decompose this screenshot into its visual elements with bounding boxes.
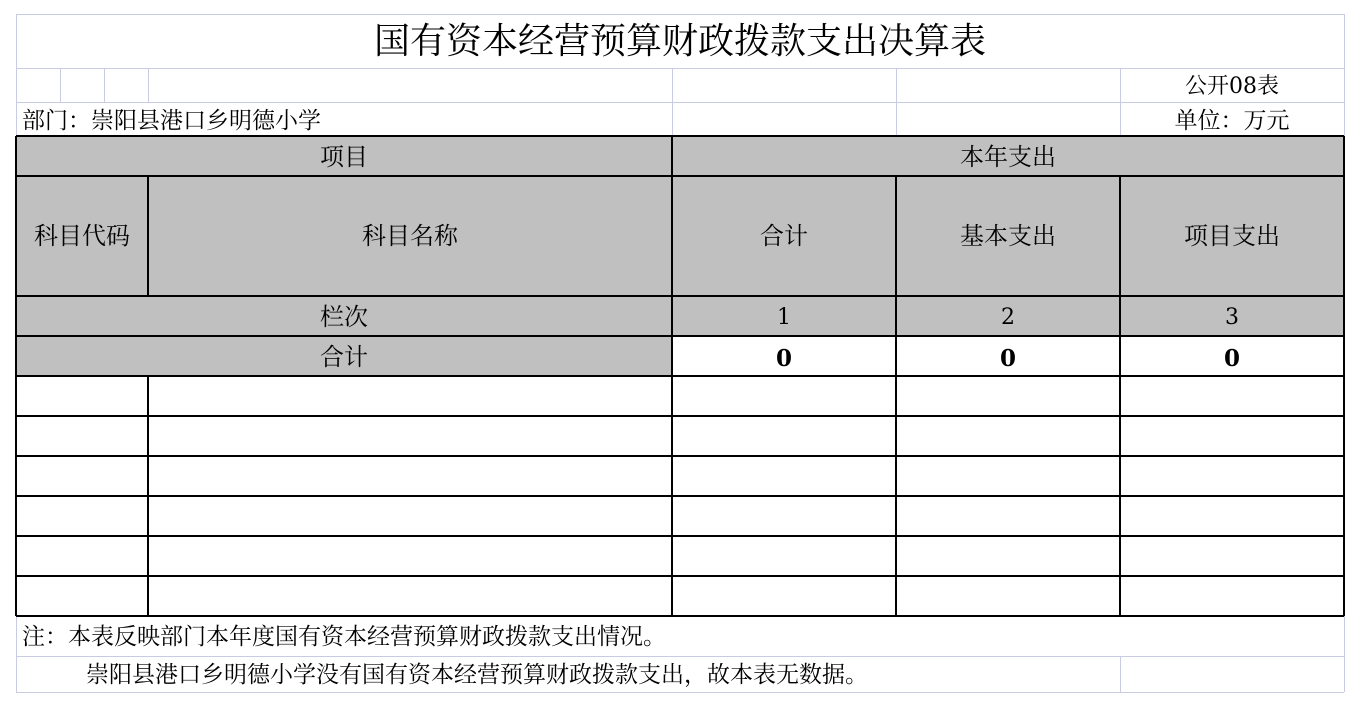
column-index-2: 2 <box>1001 305 1015 330</box>
header-subject-name: 科目名称 <box>362 222 458 250</box>
header-total: 合计 <box>760 222 808 250</box>
column-index-1: 1 <box>777 305 791 330</box>
header-project-expense: 项目支出 <box>1184 222 1280 250</box>
note-description: 注：本表反映部门本年度国有资本经营预算财政拨款支出情况。 <box>22 624 666 650</box>
header-basic-expense: 基本支出 <box>960 222 1056 250</box>
table-row <box>17 377 1343 415</box>
note-no-data: 崇阳县港口乡明德小学没有国有资本经营预算财政拨款支出，故本表无数据。 <box>86 662 868 688</box>
table-row <box>17 537 1343 575</box>
form-code: 公开08表 <box>1185 74 1279 99</box>
department-label: 部门：崇阳县港口乡明德小学 <box>22 108 321 134</box>
table-row <box>17 457 1343 495</box>
table-row <box>17 417 1343 455</box>
page-title: 国有资本经营预算财政拨款支出决算表 <box>373 21 986 62</box>
column-index-3: 3 <box>1225 305 1239 330</box>
total-row-total: 0 <box>775 345 792 372</box>
unit-label: 单位：万元 <box>1174 108 1290 134</box>
total-row-basic: 0 <box>999 345 1016 372</box>
total-row-project: 0 <box>1223 345 1240 372</box>
header-current-year-expense: 本年支出 <box>960 143 1056 171</box>
column-index-label: 栏次 <box>320 303 368 331</box>
table-row <box>17 577 1343 615</box>
table-row <box>17 497 1343 535</box>
header-project: 项目 <box>320 143 368 171</box>
total-row-label: 合计 <box>320 343 368 371</box>
header-subject-code: 科目代码 <box>34 222 130 250</box>
